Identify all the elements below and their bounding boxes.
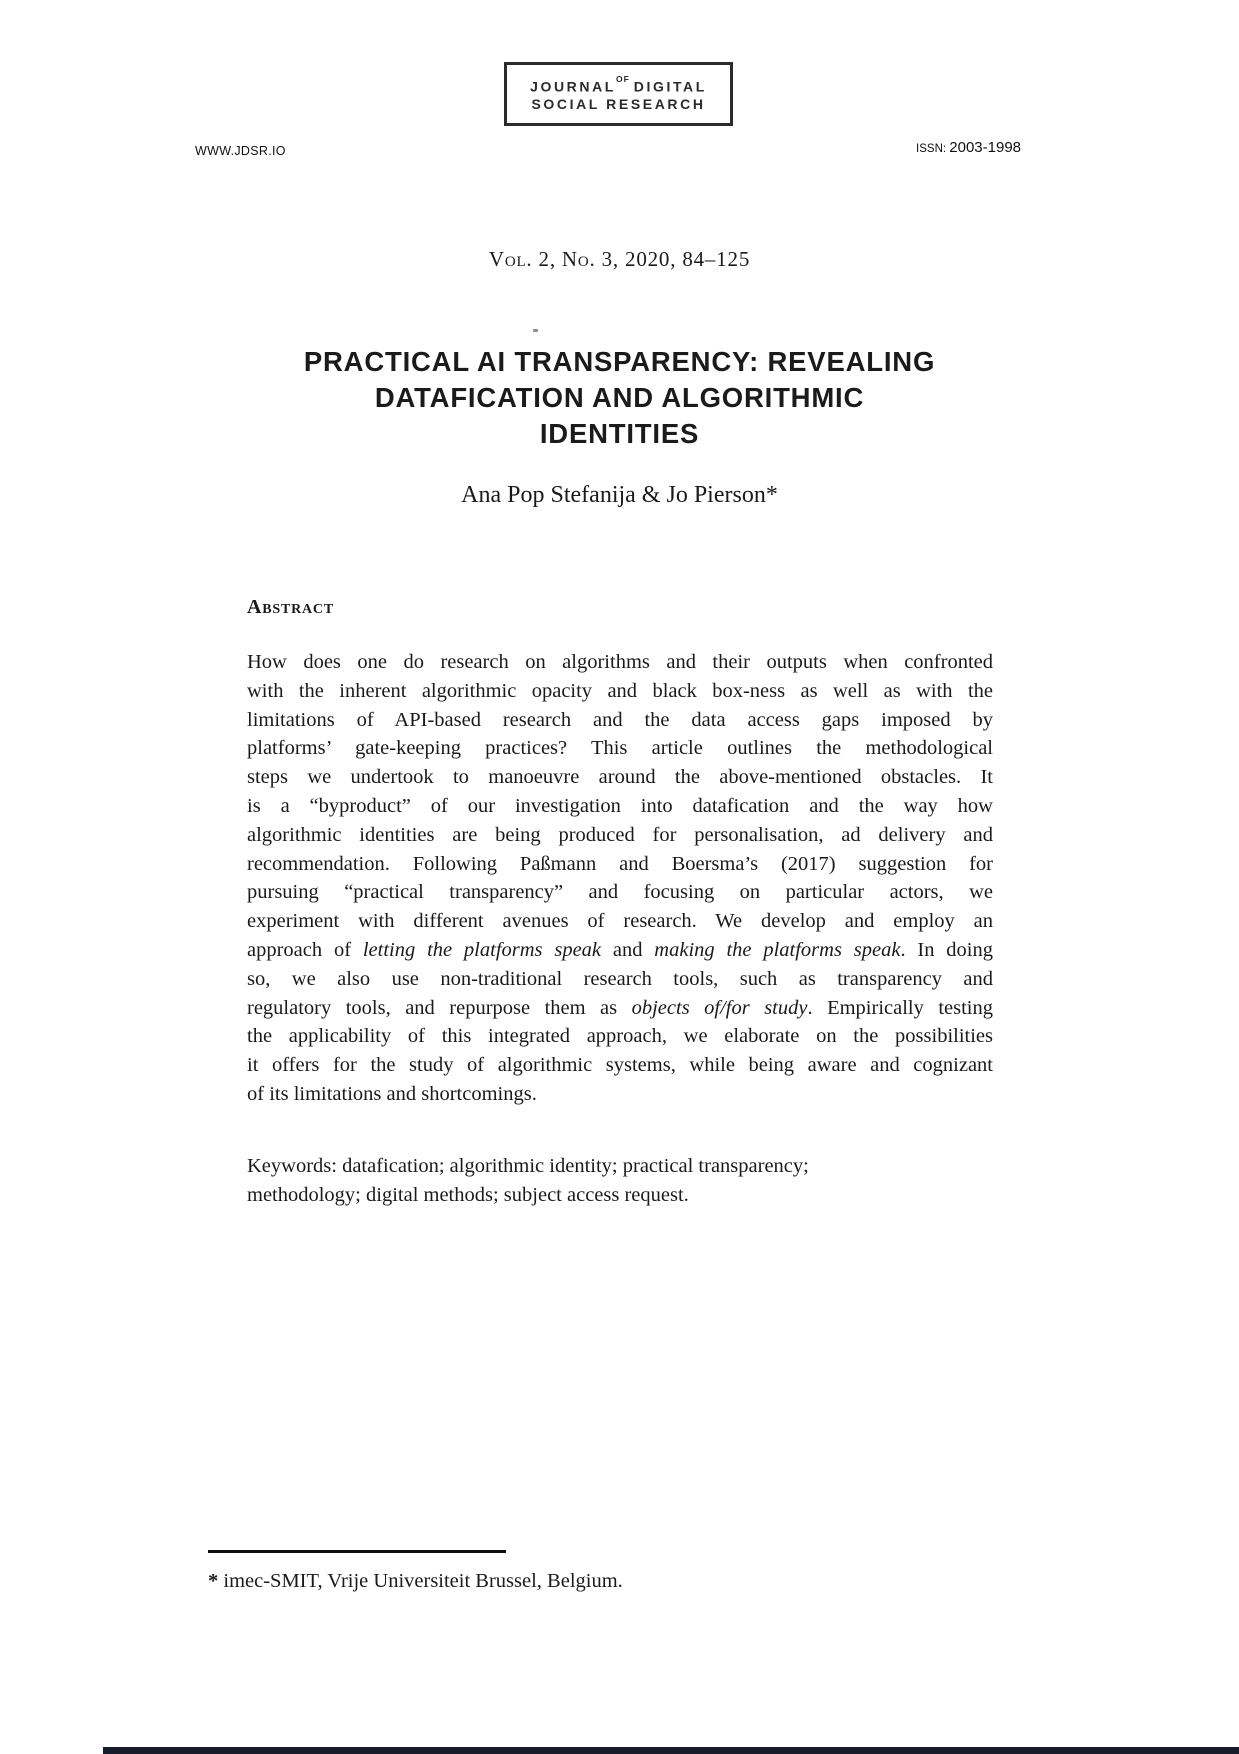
italic-text-segment: letting the platforms speak <box>362 938 602 961</box>
footnote-body: imec-SMIT, Vrije Universiteit Brussel, Belgium. <box>218 1570 623 1592</box>
text-segment: pursuing “practical transparency” and focusing on particular actors, we <box>247 881 993 904</box>
text-line <box>247 734 993 763</box>
text-line <box>247 706 993 735</box>
text-segment: the applicability of this integrated approach, we elaborate on the possibilities <box>247 1025 993 1048</box>
text-segment: so, we also use non-traditional research tools, such as transparency and <box>247 967 993 990</box>
text-line <box>247 763 993 792</box>
text-segment: limitations of API-based research and the data access gaps imposed by <box>247 708 993 731</box>
footnote-marker: * <box>208 1570 219 1592</box>
abstract-heading: Abstract <box>247 596 334 618</box>
article-title <box>120 344 1119 452</box>
text-line <box>247 994 993 1023</box>
volume-issue-line: Vol. 2, No. 3, 2020, 84–125 <box>488 247 751 271</box>
text-segment: methodology; digital methods; subject access request. <box>247 1184 689 1206</box>
keywords-text <box>247 1152 993 1210</box>
abstract-text <box>247 648 993 1109</box>
journal-logo-line1 <box>530 75 707 96</box>
authors-line: Ana Pop Stefanija & Jo Pierson* <box>461 482 778 508</box>
text-segment: platforms’ gate-keeping practices? This article outlines the methodological <box>247 737 993 760</box>
footnote-text <box>208 1570 623 1593</box>
logo-word-journal: JOURNAL <box>530 78 616 95</box>
italic-text-segment: making the platforms speak <box>654 938 901 961</box>
text-line <box>247 965 993 994</box>
logo-word-of: OF <box>615 74 630 85</box>
text-segment: . In doing <box>900 938 994 961</box>
page-bottom-edge-bar <box>103 1747 1239 1754</box>
text-line <box>247 1181 993 1210</box>
text-segment: approach of <box>247 938 363 961</box>
text-segment: recommendation. Following Paßmann and Boersma’s (2017) suggestion for <box>247 852 993 875</box>
text-segment: it offers for the study of algorithmic systems, while being aware and cognizant <box>247 1054 993 1077</box>
text-segment: algorithmic identities are being produced for personalisation, ad delivery and <box>247 823 993 846</box>
text-segment: experiment with different avenues of research. We develop and employ an <box>247 910 993 933</box>
text-line <box>247 648 993 677</box>
text-segment: Keywords: datafication; algorithmic identity; practical transparency; <box>247 1155 809 1177</box>
text-segment: and <box>601 938 655 961</box>
article-title-line2: DATAFICATION AND ALGORITHMIC <box>374 382 865 413</box>
issn-value: 2003-1998 <box>949 139 1021 156</box>
text-line <box>247 821 993 850</box>
article-title-line3: IDENTITIES <box>539 418 700 449</box>
stray-mark <box>533 329 538 332</box>
text-line <box>247 878 993 907</box>
text-line <box>247 850 993 879</box>
text-segment: How does one do research on algorithms and their outputs when confronted <box>247 651 993 673</box>
text-segment: . Empirically testing <box>807 996 994 1019</box>
text-segment: steps we undertook to manoeuvre around the above-mentioned obstacles. It <box>247 766 993 789</box>
text-line <box>247 1051 993 1080</box>
text-segment: with the inherent algorithmic opacity and black box-ness as well as with the <box>247 679 993 702</box>
journal-website-url: WWW.JDSR.IO <box>195 144 286 158</box>
footnote-divider <box>208 1550 506 1553</box>
logo-word-digital: DIGITAL <box>633 78 707 95</box>
text-line <box>247 792 993 821</box>
journal-logo <box>504 62 733 126</box>
issn-number <box>916 139 1021 157</box>
text-line <box>247 1152 993 1181</box>
text-line <box>247 1022 993 1051</box>
italic-text-segment: objects of/for study <box>631 996 808 1019</box>
text-line <box>247 907 993 936</box>
text-line <box>247 677 993 706</box>
text-segment: of its limitations and shortcomings. <box>247 1082 537 1105</box>
issn-label: ISSN: <box>916 143 950 155</box>
article-title-line1: PRACTICAL AI TRANSPARENCY: REVEALING <box>303 346 936 377</box>
text-segment: regulatory tools, and repurpose them as <box>247 996 632 1019</box>
text-line <box>247 1080 993 1109</box>
text-segment: is a “byproduct” of our investigation into datafication and the way how <box>247 794 993 817</box>
journal-logo-line2: SOCIAL RESEARCH <box>531 95 706 112</box>
text-line <box>247 936 993 965</box>
